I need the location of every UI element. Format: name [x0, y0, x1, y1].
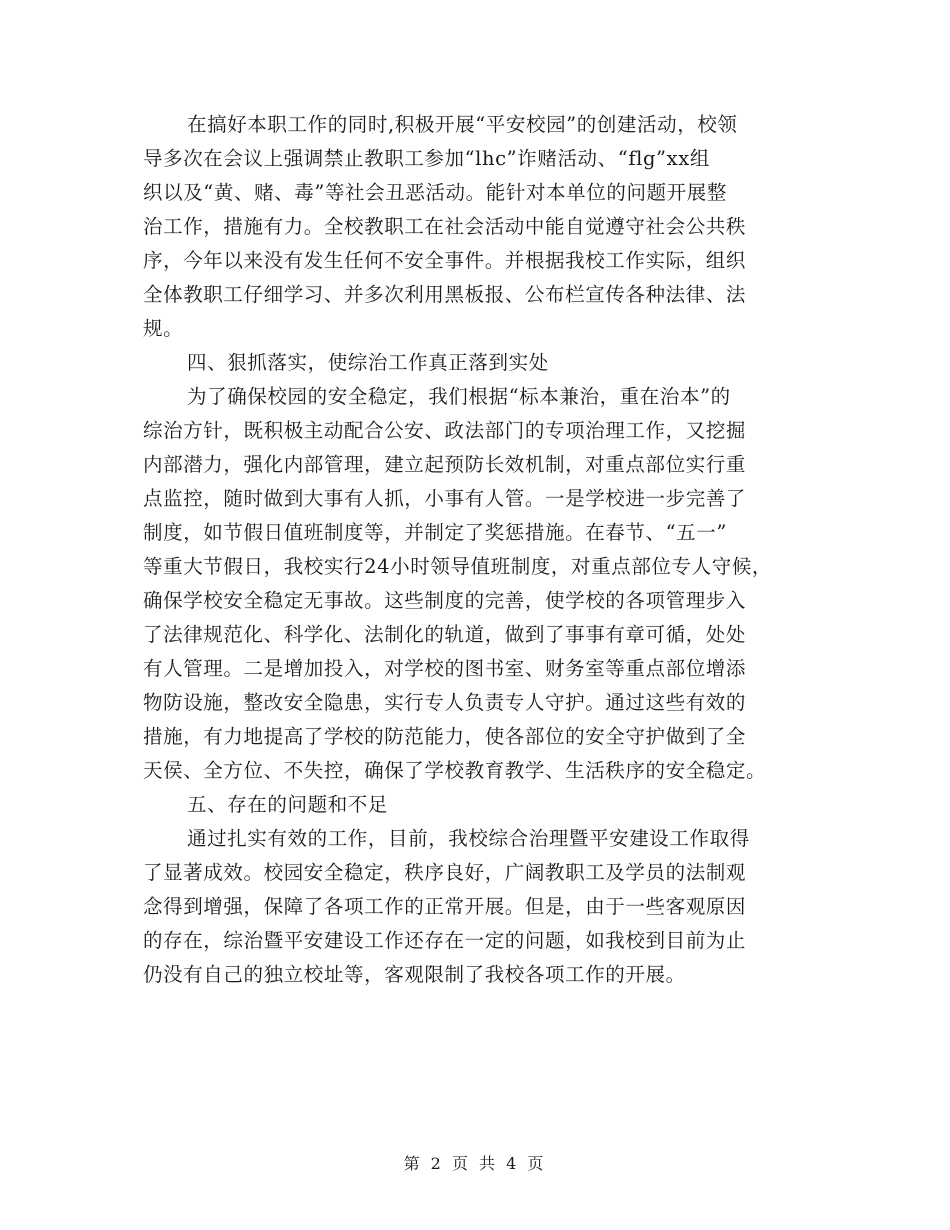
paragraph-line: 天侯、全方位、不失控，确保了学校教育教学、生活秩序的安全稳定。 — [143, 759, 767, 782]
paragraph-line: 通过扎实有效的工作，目前，我校综合治理暨平安建设工作取得 — [187, 827, 750, 850]
page-footer: 第 2 页 共 4 页 — [403, 1154, 547, 1173]
paragraph-line: 治工作，措施有力。全校教职工在社会活动中能自觉遵守社会公共秩 — [143, 215, 747, 238]
paragraph-line: 念得到增强，保障了各项工作的正常开展。但是，由于一些客观原因 — [143, 895, 747, 918]
paragraph-line: 在搞好本职工作的同时,积极开展“平安校园”的创建活动，校领 — [187, 113, 738, 136]
paragraph-line: 导多次在会议上强调禁止教职工参加“lhc”诈赌活动、“flg”xx组 — [143, 147, 710, 170]
paragraph-line: 全体教职工仔细学习、并多次利用黑板报、公布栏宣传各种法律、法 — [143, 283, 747, 306]
section-heading: 四、狠抓落实，使综治工作真正落到实处 — [187, 351, 549, 374]
paragraph-line: 措施，有力地提高了学校的防范能力，使各部位的安全守护做到了全 — [143, 725, 747, 748]
document-body — [143, 108, 811, 992]
paragraph-line: 制度，如节假日值班制度等，并制定了奖惩措施。在春节、“五一” — [143, 521, 727, 544]
paragraph-line: 仍没有自己的独立校址等，客观限制了我校各项工作的开展。 — [143, 963, 686, 986]
paragraph-line: 物防设施，整改安全隐患，实行专人负责专人守护。通过这些有效的 — [143, 691, 747, 714]
paragraph-line: 了法律规范化、科学化、法制化的轨道，做到了事事有章可循，处处 — [143, 623, 747, 646]
paragraph-line: 织以及“黄、赌、毒”等社会丑恶活动。能针对本单位的问题开展整 — [143, 181, 727, 204]
paragraph-line: 综治方针，既积极主动配合公安、政法部门的专项治理工作，又挖掘 — [143, 419, 747, 442]
paragraph-line: 序，今年以来没有发生任何不安全事件。并根据我校工作实际，组织 — [143, 249, 747, 272]
section-heading: 五、存在的问题和不足 — [187, 793, 389, 816]
paragraph-line: 的存在，综治暨平安建设工作还存在一定的问题，如我校到目前为止 — [143, 929, 747, 952]
paragraph-line: 等重大节假日，我校实行24小时领导值班制度，对重点部位专人守候， — [143, 555, 773, 578]
paragraph-line: 点监控，随时做到大事有人抓，小事有人管。一是学校进一步完善了 — [143, 487, 747, 510]
paragraph-line: 有人管理。二是增加投入，对学校的图书室、财务室等重点部位增添 — [143, 657, 747, 680]
paragraph-line: 规。 — [143, 317, 184, 340]
paragraph-line: 了显著成效。校园安全稳定，秩序良好，广阔教职工及学员的法制观 — [143, 861, 747, 884]
paragraph-line: 内部潜力，强化内部管理，建立起预防长效机制，对重点部位实行重 — [143, 453, 747, 476]
paragraph-line: 为了确保校园的安全稳定，我们根据“标本兼治，重在治本”的 — [187, 385, 731, 408]
paragraph-line: 确保学校安全稳定无事故。这些制度的完善，使学校的各项管理步入 — [143, 589, 747, 612]
